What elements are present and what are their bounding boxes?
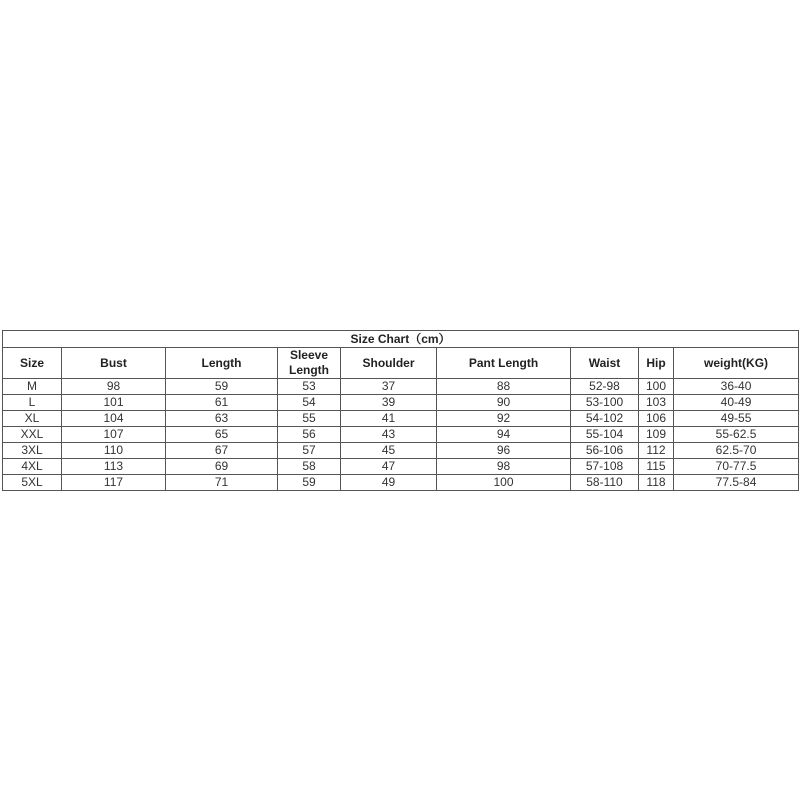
cell-pant-length: 94 xyxy=(437,427,571,443)
cell-weight: 36-40 xyxy=(674,379,799,395)
cell-shoulder: 37 xyxy=(341,379,437,395)
cell-weight: 49-55 xyxy=(674,411,799,427)
cell-size: 3XL xyxy=(3,443,62,459)
size-chart-title: Size Chart（cm） xyxy=(3,331,799,348)
header-pant-length: Pant Length xyxy=(437,348,571,379)
cell-length: 61 xyxy=(166,395,278,411)
cell-sleeve-length: 58 xyxy=(278,459,341,475)
cell-shoulder: 45 xyxy=(341,443,437,459)
cell-waist: 55-104 xyxy=(571,427,639,443)
cell-hip: 103 xyxy=(639,395,674,411)
cell-sleeve-length: 54 xyxy=(278,395,341,411)
cell-bust: 117 xyxy=(62,475,166,491)
header-waist: Waist xyxy=(571,348,639,379)
cell-bust: 98 xyxy=(62,379,166,395)
cell-waist: 52-98 xyxy=(571,379,639,395)
cell-pant-length: 88 xyxy=(437,379,571,395)
cell-shoulder: 41 xyxy=(341,411,437,427)
cell-waist: 54-102 xyxy=(571,411,639,427)
cell-length: 59 xyxy=(166,379,278,395)
cell-hip: 109 xyxy=(639,427,674,443)
header-hip: Hip xyxy=(639,348,674,379)
cell-waist: 53-100 xyxy=(571,395,639,411)
header-row xyxy=(3,348,799,379)
cell-size: XXL xyxy=(3,427,62,443)
cell-weight: 77.5-84 xyxy=(674,475,799,491)
cell-length: 69 xyxy=(166,459,278,475)
header-length: Length xyxy=(166,348,278,379)
cell-bust: 101 xyxy=(62,395,166,411)
cell-sleeve-length: 55 xyxy=(278,411,341,427)
cell-bust: 110 xyxy=(62,443,166,459)
cell-pant-length: 90 xyxy=(437,395,571,411)
cell-size: L xyxy=(3,395,62,411)
cell-shoulder: 49 xyxy=(341,475,437,491)
header-sleeve-length: Sleeve Length xyxy=(278,348,341,379)
table-row xyxy=(3,459,799,475)
cell-length: 71 xyxy=(166,475,278,491)
header-shoulder: Shoulder xyxy=(341,348,437,379)
header-weight: weight(KG) xyxy=(674,348,799,379)
cell-length: 65 xyxy=(166,427,278,443)
cell-hip: 115 xyxy=(639,459,674,475)
title-row xyxy=(3,331,799,348)
cell-size: M xyxy=(3,379,62,395)
cell-waist: 58-110 xyxy=(571,475,639,491)
cell-pant-length: 98 xyxy=(437,459,571,475)
header-bust: Bust xyxy=(62,348,166,379)
cell-sleeve-length: 56 xyxy=(278,427,341,443)
cell-hip: 118 xyxy=(639,475,674,491)
cell-pant-length: 92 xyxy=(437,411,571,427)
cell-weight: 55-62.5 xyxy=(674,427,799,443)
cell-size: 4XL xyxy=(3,459,62,475)
cell-length: 67 xyxy=(166,443,278,459)
cell-waist: 57-108 xyxy=(571,459,639,475)
cell-shoulder: 39 xyxy=(341,395,437,411)
cell-length: 63 xyxy=(166,411,278,427)
cell-weight: 40-49 xyxy=(674,395,799,411)
cell-bust: 113 xyxy=(62,459,166,475)
cell-pant-length: 100 xyxy=(437,475,571,491)
table-row xyxy=(3,379,799,395)
table-row xyxy=(3,395,799,411)
cell-size: 5XL xyxy=(3,475,62,491)
cell-bust: 104 xyxy=(62,411,166,427)
table-row xyxy=(3,411,799,427)
cell-hip: 100 xyxy=(639,379,674,395)
cell-size: XL xyxy=(3,411,62,427)
header-size: Size xyxy=(3,348,62,379)
cell-sleeve-length: 57 xyxy=(278,443,341,459)
cell-shoulder: 47 xyxy=(341,459,437,475)
cell-sleeve-length: 53 xyxy=(278,379,341,395)
table-row xyxy=(3,475,799,491)
size-chart-table xyxy=(2,330,799,491)
cell-hip: 106 xyxy=(639,411,674,427)
table-row xyxy=(3,443,799,459)
cell-waist: 56-106 xyxy=(571,443,639,459)
table-row xyxy=(3,427,799,443)
cell-weight: 62.5-70 xyxy=(674,443,799,459)
size-rows xyxy=(3,379,799,491)
cell-bust: 107 xyxy=(62,427,166,443)
cell-weight: 70-77.5 xyxy=(674,459,799,475)
cell-pant-length: 96 xyxy=(437,443,571,459)
cell-hip: 112 xyxy=(639,443,674,459)
cell-sleeve-length: 59 xyxy=(278,475,341,491)
cell-shoulder: 43 xyxy=(341,427,437,443)
